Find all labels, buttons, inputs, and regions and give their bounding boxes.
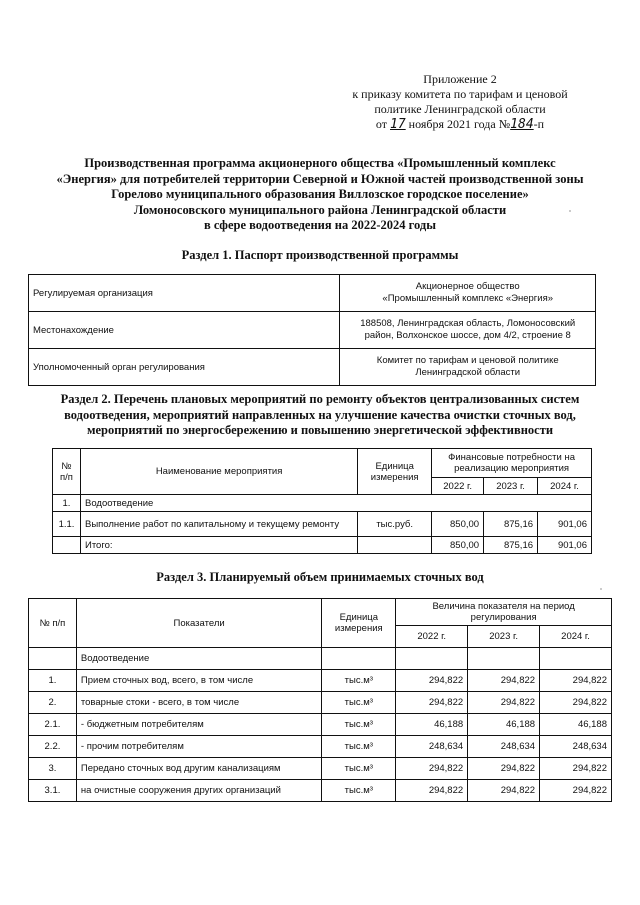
row-value-2022: 294,822 (396, 692, 468, 714)
row-value-2022: 248,634 (396, 736, 468, 758)
total-value-2022: 850,00 (432, 537, 484, 554)
section-1-heading: Раздел 1. Паспорт производственной программы (181, 248, 459, 262)
table-row (29, 758, 612, 780)
row-unit: тыс.м³ (322, 736, 396, 758)
scan-speck (569, 210, 571, 212)
row-unit: тыс.м³ (322, 692, 396, 714)
appendix-line-2: к приказу комитета по тарифам и ценовой (352, 87, 568, 101)
table-row (29, 714, 612, 736)
passport-value (340, 312, 596, 349)
row-num: 2. (29, 692, 77, 714)
row-unit: тыс.м³ (322, 670, 396, 692)
row-value-2024: 46,188 (540, 714, 612, 736)
row-value-2024: 294,822 (540, 670, 612, 692)
row-value-2024: 294,822 (540, 758, 612, 780)
section-2-heading-line: Раздел 2. Перечень плановых мероприятий по ремонту объектов централизованных систем (60, 392, 580, 406)
table-row (53, 512, 592, 537)
group-cell (396, 648, 468, 670)
table-row (29, 275, 596, 312)
row-value-2023: 294,822 (468, 670, 540, 692)
row-num: 1.1. (53, 512, 81, 537)
table-row (29, 736, 612, 758)
handwritten-number: 184 (510, 117, 534, 132)
group-cell (468, 648, 540, 670)
col-header-2022: 2022 г. (396, 626, 468, 648)
row-unit: тыс.м³ (322, 758, 396, 780)
date-prefix: от (375, 117, 388, 131)
scan-speck (600, 588, 602, 590)
passport-label: Регулируемая организация (29, 275, 340, 312)
passport-value (340, 275, 596, 312)
row-value-2022: 294,822 (396, 670, 468, 692)
passport-value-line: район, Волхонское шоссе, дом 4/2, строение 8 (364, 330, 571, 341)
measures-table (52, 448, 592, 554)
appendix-line-3: политике Ленинградской области (374, 102, 546, 116)
title-line-1: Производственная программа акционерного общества «Промышленный комплекс (84, 156, 556, 170)
section-2-heading (40, 392, 600, 439)
row-name: на очистные сооружения других организаций (76, 780, 321, 802)
col-header-unit: Единица измерения (322, 599, 396, 648)
row-name: Прием сточных вод, всего, в том числе (76, 670, 321, 692)
table-row (53, 495, 592, 512)
row-value-2022: 850,00 (432, 512, 484, 537)
passport-value (340, 349, 596, 386)
row-value-2024: 294,822 (540, 692, 612, 714)
col-header-name: Наименование мероприятия (80, 449, 357, 495)
title-line-5: в сфере водоотведения на 2022-2024 годы (204, 218, 436, 232)
title-line-3: Горелово муниципального образования Виллозское городское поселение» (111, 187, 529, 201)
col-header-2022: 2022 г. (432, 478, 484, 495)
group-name: Водоотведение (80, 495, 591, 512)
col-header-2024: 2024 г. (538, 478, 592, 495)
row-name: Передано сточных вод другим канализациям (76, 758, 321, 780)
row-value-2022: 294,822 (396, 758, 468, 780)
row-value-2023: 294,822 (468, 780, 540, 802)
total-value-2023: 875,16 (484, 537, 538, 554)
handwritten-day: 17 (390, 117, 406, 132)
total-value-2024: 901,06 (538, 537, 592, 554)
col-header-2023: 2023 г. (468, 626, 540, 648)
row-name: - прочим потребителям (76, 736, 321, 758)
table-total-row (53, 537, 592, 554)
row-value-2023: 875,16 (484, 512, 538, 537)
row-unit: тыс.м³ (322, 780, 396, 802)
row-unit: тыс.м³ (322, 714, 396, 736)
row-value-2023: 46,188 (468, 714, 540, 736)
passport-label: Местонахождение (29, 312, 340, 349)
row-value-2024: 901,06 (538, 512, 592, 537)
row-num: 3. (29, 758, 77, 780)
group-unit-cell (322, 648, 396, 670)
row-num: 3.1. (29, 780, 77, 802)
section-3-heading: Раздел 3. Планируемый объем принимаемых сточных вод (156, 570, 484, 584)
appendix-line-1: Приложение 2 (423, 72, 497, 86)
wastewater-volume-table (28, 598, 612, 802)
row-value-2023: 294,822 (468, 692, 540, 714)
row-value-2023: 248,634 (468, 736, 540, 758)
group-num: 1. (53, 495, 81, 512)
passport-value-line: Акционерное общество (415, 281, 520, 292)
total-num-cell (53, 537, 81, 554)
total-unit-cell (358, 537, 432, 554)
row-value-2024: 248,634 (540, 736, 612, 758)
section-2-heading-line: мероприятий по энергосбережению и повышению энергетической эффективности (86, 423, 554, 437)
row-num: 2.1. (29, 714, 77, 736)
row-value-2024: 294,822 (540, 780, 612, 802)
col-header-finance: Финансовые потребности на реализацию мероприятия (432, 449, 592, 478)
group-cell (540, 648, 612, 670)
passport-value-line: Ленинградской области (415, 367, 521, 378)
col-header-num: № п/п (29, 599, 77, 648)
row-num: 2.2. (29, 736, 77, 758)
section-2-heading-line: водоотведения, мероприятий направленных на улучшение качества очистки сточных вод, (64, 407, 576, 422)
total-label: Итого: (80, 537, 357, 554)
col-header-name: Показатели (76, 599, 321, 648)
appendix-header (330, 72, 590, 132)
document-title (40, 156, 600, 234)
passport-value-line: Комитет по тарифам и ценовой политике (376, 355, 559, 366)
table-row (29, 670, 612, 692)
table-header-row (53, 449, 592, 478)
col-header-2023: 2023 г. (484, 478, 538, 495)
passport-table (28, 274, 596, 386)
table-row (29, 648, 612, 670)
appendix-date-line (330, 117, 590, 132)
col-header-period: Величина показателя на период регулирования (396, 599, 612, 626)
title-line-4: Ломоносовского муниципального района Ленинградской области (133, 202, 507, 217)
row-name: - бюджетным потребителям (76, 714, 321, 736)
row-name: товарные стоки - всего, в том числе (76, 692, 321, 714)
table-row (29, 312, 596, 349)
row-num: 1. (29, 670, 77, 692)
table-row (29, 692, 612, 714)
col-header-unit: Единица измерения (358, 449, 432, 495)
title-line-2: «Энергия» для потребителей территории Северной и Южной частей производственной зоны (56, 171, 584, 186)
group-name: Водоотведение (76, 648, 321, 670)
row-value-2023: 294,822 (468, 758, 540, 780)
row-name: Выполнение работ по капитальному и текущему ремонту (80, 512, 357, 537)
row-value-2022: 294,822 (396, 780, 468, 802)
group-num-cell (29, 648, 77, 670)
table-row (29, 349, 596, 386)
col-header-num: № п/п (53, 449, 81, 495)
date-middle: ноября 2021 года № (408, 117, 511, 131)
col-header-2024: 2024 г. (540, 626, 612, 648)
date-suffix: -п (533, 117, 545, 131)
row-unit: тыс.руб. (358, 512, 432, 537)
table-row (29, 780, 612, 802)
passport-label: Уполномоченный орган регулирования (29, 349, 340, 386)
passport-value-line: 188508, Ленинградская область, Ломоносовский (360, 318, 576, 329)
passport-value-line: «Промышленный комплекс «Энергия» (382, 293, 553, 304)
row-value-2022: 46,188 (396, 714, 468, 736)
table-header-row (29, 599, 612, 626)
